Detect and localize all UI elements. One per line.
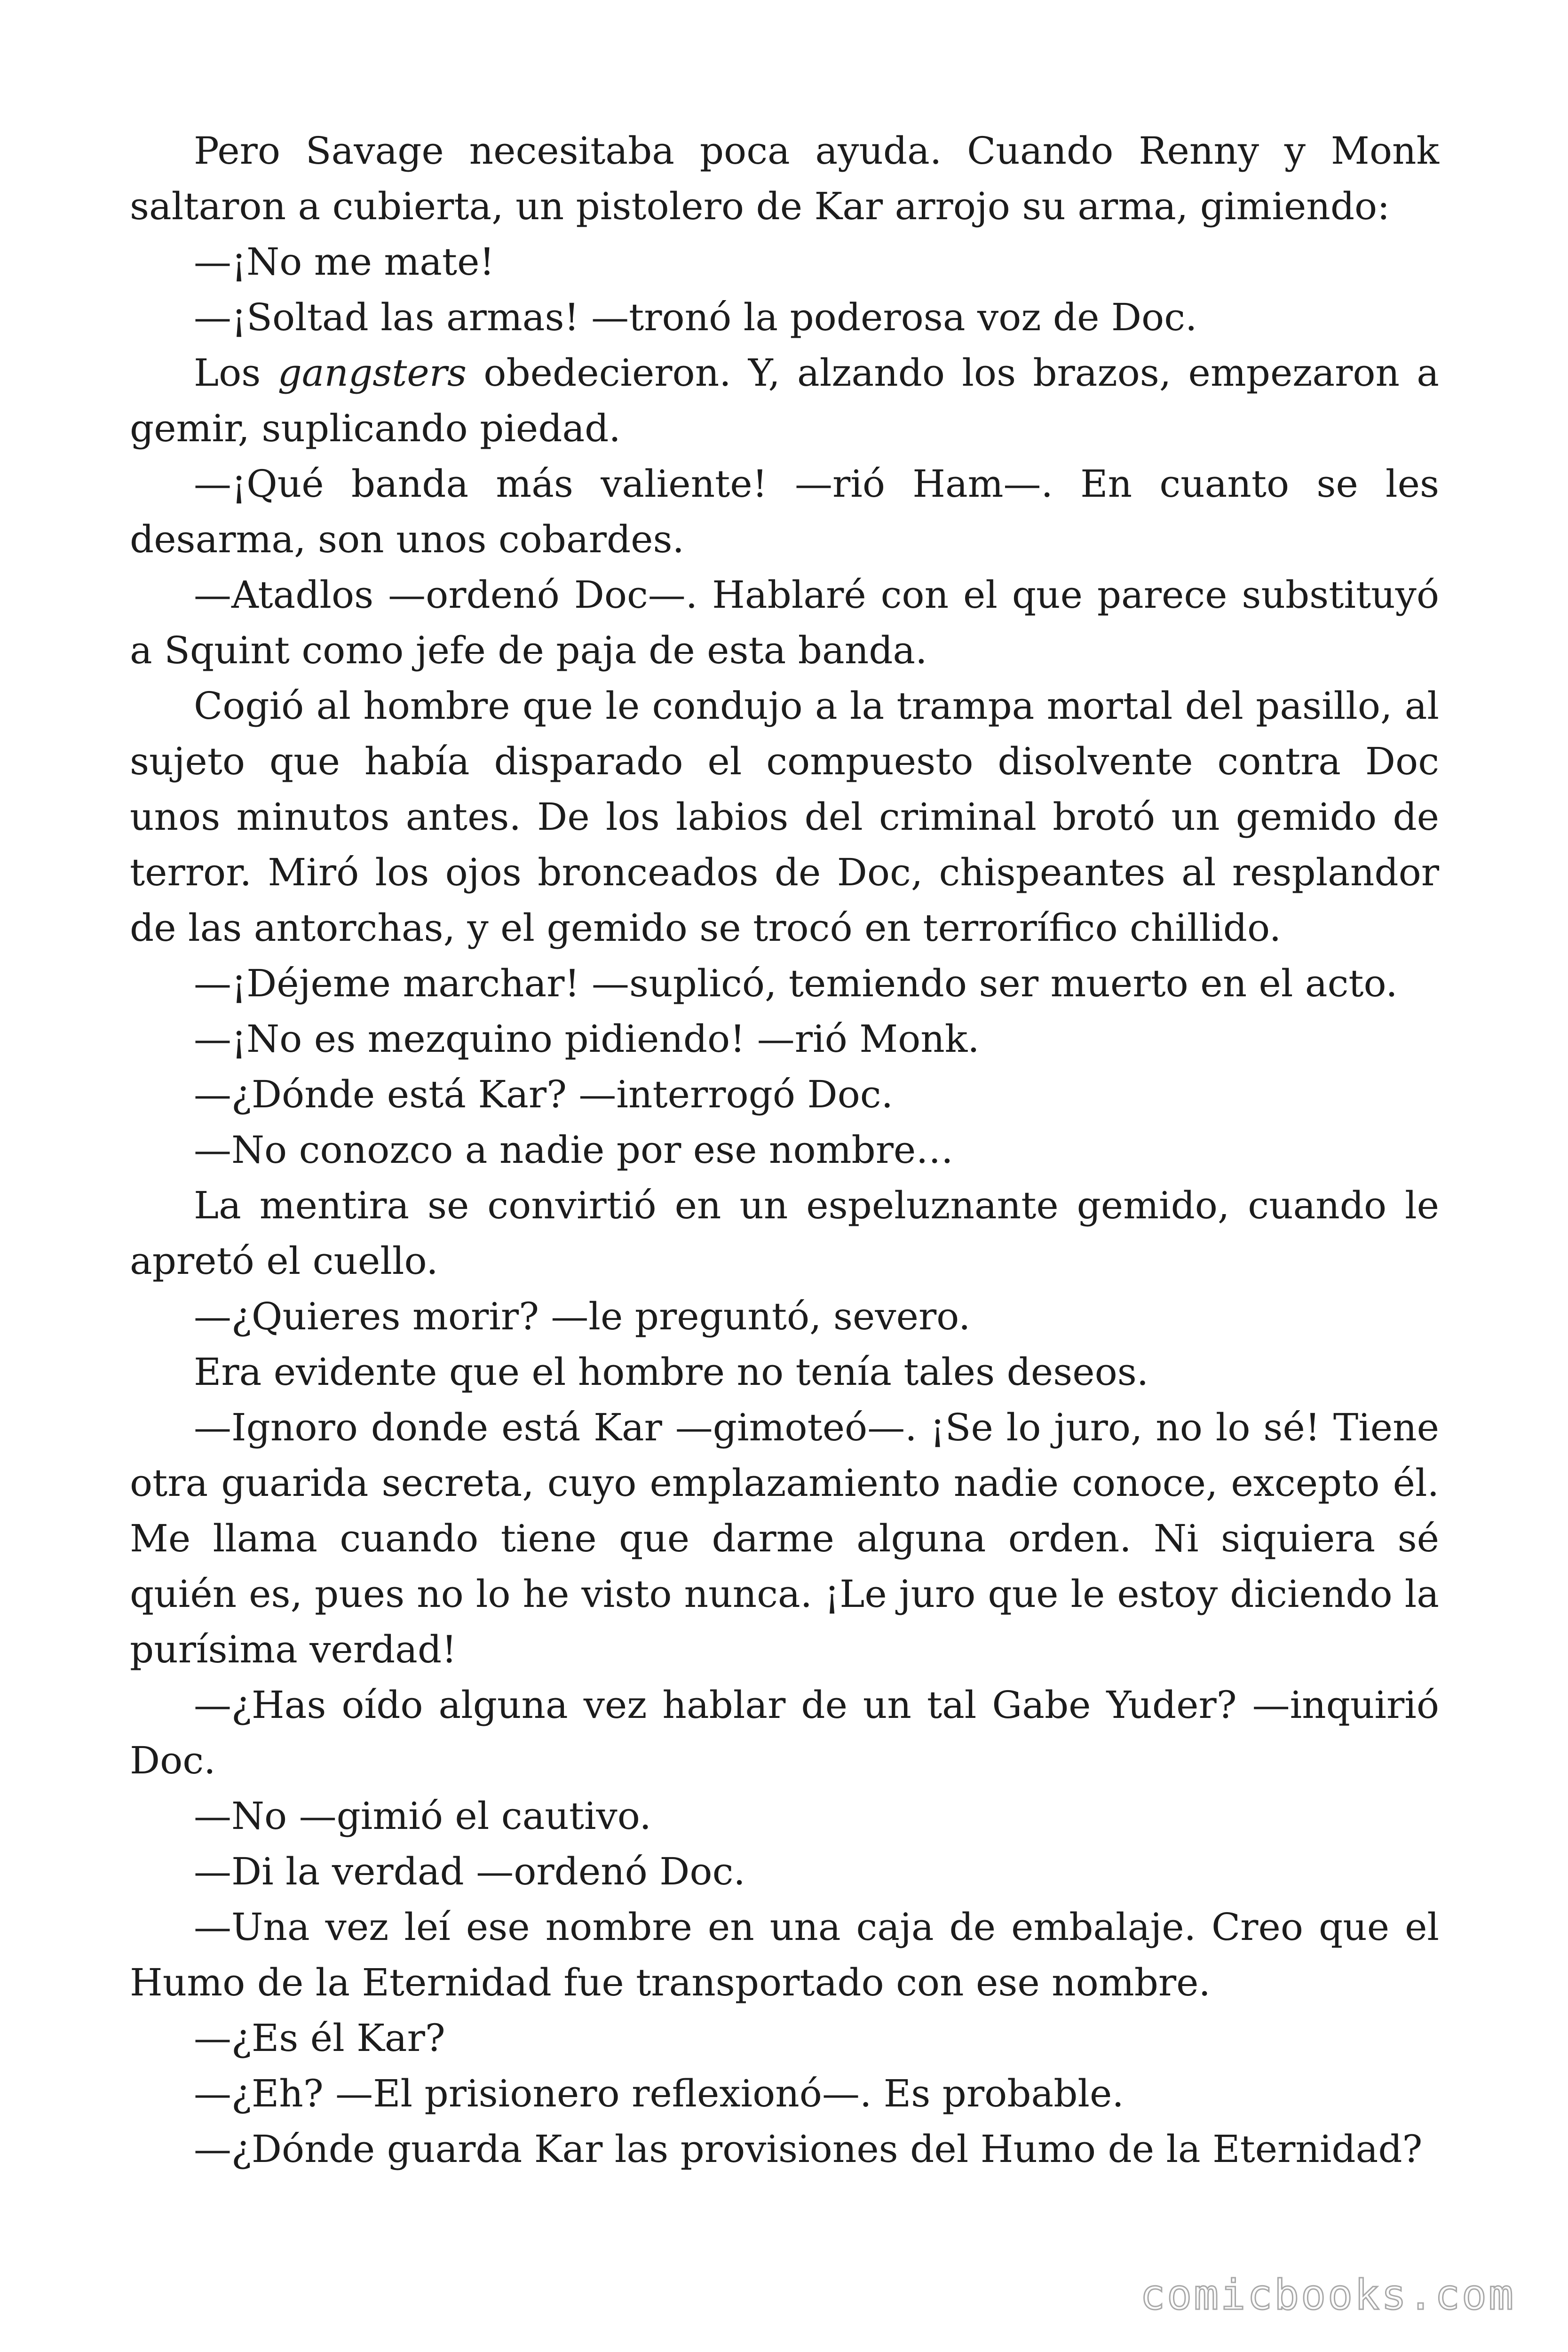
paragraph: —¡Soltad las armas! —tronó la poderosa voz de Doc. bbox=[194, 295, 1197, 339]
paragraph: —¡No es mezquino pidiendo! —rió Monk. bbox=[194, 1017, 980, 1061]
paragraph: —Atadlos —ordenó Doc—. Hablaré con el que parece substituyó a Squint como jefe de paja de esta banda. bbox=[130, 573, 1439, 672]
paragraph: —¿Eh? —El prisionero reflexionó—. Es probable. bbox=[194, 2072, 1124, 2115]
paragraph: —No conozco a nadie por ese nombre… bbox=[194, 1128, 954, 1172]
paragraph: —¿Quieres morir? —le preguntó, severo. bbox=[194, 1295, 971, 1338]
watermark: comicbooks.com bbox=[1140, 2271, 1515, 2319]
paragraph: —¿Dónde está Kar? —interrogó Doc. bbox=[194, 1073, 893, 1116]
paragraph-text: obedecieron. Y, alzando los brazos, empezaron a gemir, suplicando piedad. bbox=[130, 351, 1439, 450]
paragraph: Cogió al hombre que le condujo a la trampa mortal del pasillo, al sujeto que había disparado el compuesto disolvente contra Doc unos minutos antes. De los labios del criminal brotó un gemido de terror. Miró los ojos bronceados de Doc, chispeantes al resplandor de las antorchas, y el gemido se trocó en terrorífico chillido. bbox=[130, 684, 1439, 950]
paragraph: —¿Es él Kar? bbox=[194, 2016, 445, 2060]
paragraph: Pero Savage necesitaba poca ayuda. Cuando Renny y Monk saltaron a cubierta, un pistolero de Kar arrojo su arma, gimiendo: bbox=[130, 129, 1439, 228]
page-body-text bbox=[130, 123, 1439, 2177]
paragraph: —Ignoro donde está Kar —gimoteó—. ¡Se lo juro, no lo sé! Tiene otra guarida secreta, cuyo emplazamiento nadie conoce, excepto él. Me llama cuando tiene que darme alguna orden. Ni siquiera sé quién es, pues no lo he visto nunca. ¡Le juro que le estoy diciendo la purísima verdad! bbox=[130, 1406, 1439, 1671]
paragraph: Era evidente que el hombre no tenía tales deseos. bbox=[194, 1350, 1149, 1394]
paragraph: —Una vez leí ese nombre en una caja de embalaje. Creo que el Humo de la Eternidad fue transportado con ese nombre. bbox=[130, 1905, 1439, 2004]
paragraph bbox=[130, 345, 1439, 456]
paragraph: —¿Has oído alguna vez hablar de un tal Gabe Yuder? —inquirió Doc. bbox=[130, 1683, 1439, 1782]
paragraph: —No —gimió el cautivo. bbox=[194, 1794, 651, 1838]
paragraph: —¡Qué banda más valiente! —rió Ham—. En cuanto se les desarma, son unos cobardes. bbox=[130, 462, 1439, 561]
paragraph: —¿Dónde guarda Kar las provisiones del Humo de la Eternidad? bbox=[194, 2127, 1423, 2171]
paragraph-text: Los bbox=[194, 351, 278, 395]
paragraph: —¡No me mate! bbox=[194, 240, 495, 284]
italic-word: gangsters bbox=[277, 351, 467, 395]
paragraph: —¡Déjeme marchar! —suplicó, temiendo ser muerto en el acto. bbox=[194, 961, 1398, 1005]
paragraph: La mentira se convirtió en un espeluznante gemido, cuando le apretó el cuello. bbox=[130, 1184, 1439, 1283]
paragraph: —Di la verdad —ordenó Doc. bbox=[194, 1850, 745, 1893]
